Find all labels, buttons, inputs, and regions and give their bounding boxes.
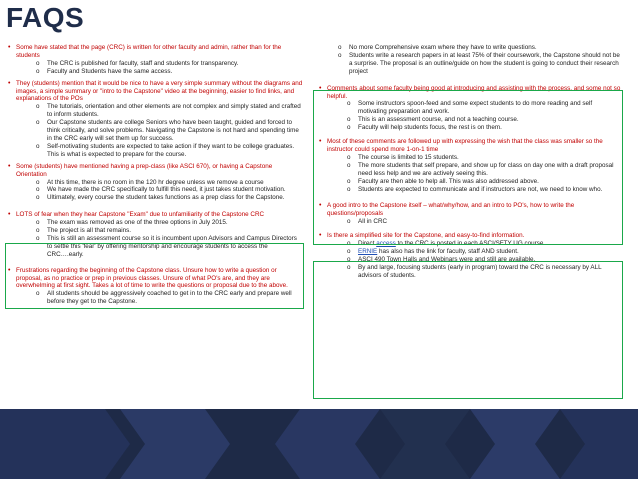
faq-answer: o The project is all that remains. bbox=[36, 227, 131, 235]
bullet-icon: • bbox=[8, 162, 11, 170]
circle-bullet-icon: o bbox=[347, 161, 351, 169]
faq-answer: o This is an assessment course, and not a teaching course. bbox=[347, 116, 519, 124]
highlight-box bbox=[313, 90, 623, 248]
bullet-icon: • bbox=[8, 79, 11, 87]
faq-answer: o Faculty are then able to help all. This was also addressed above. bbox=[347, 177, 539, 185]
faq-answer: o Our Capstone students are college Seniors who have been taught, guided and forced to think critically, and solve problems. Navigating the Capstone is not hard and spending time in the CRC early will set them up for success. bbox=[36, 119, 299, 142]
faq-answer: o Some instructors spoon-feed and some expect students to do more reading and self motivating preparation and work. bbox=[347, 100, 593, 116]
faq-question: They (students) mention that it would be nice to have a very simple summary without the diagrams and images, a simple summary or "intro to the Capstone" video at the beginning, easier to find links, and explanations of the POs bbox=[16, 79, 303, 103]
bullet-icon: • bbox=[319, 138, 322, 146]
faq-answer: o No more Comprehensive exam where they have to write questions. bbox=[338, 44, 537, 51]
circle-bullet-icon: o bbox=[36, 234, 40, 242]
faq-answer: o The more students that self prepare, and show up for class on day one with a draft proposal need less help and we are actively seeing this. bbox=[347, 161, 614, 177]
faq-answer: o Students are expected to communicate and if instructors are not, we need to know who. bbox=[347, 185, 603, 193]
circle-bullet-icon: o bbox=[36, 59, 40, 67]
bullet-icon: • bbox=[319, 202, 322, 210]
circle-bullet-icon: o bbox=[36, 290, 40, 298]
faq-answer: o ERNIE has also has the link for faculty, staff AND student. bbox=[347, 247, 519, 255]
circle-bullet-icon: o bbox=[347, 218, 351, 226]
access-link[interactable]: access bbox=[376, 240, 396, 248]
faq-item-continued bbox=[318, 44, 622, 76]
faq-answer: o ASCI 490 Town Halls and Webinars were and still are available. bbox=[347, 255, 536, 263]
faq-answer: o All students should be aggressively coached to get in to the CRC early and prepare well before they get to the Capstone. bbox=[36, 290, 292, 306]
circle-bullet-icon: o bbox=[338, 51, 342, 59]
faq-item bbox=[7, 163, 303, 203]
faq-answer: o Faculty will help students focus, the rest is on them. bbox=[347, 124, 502, 132]
circle-bullet-icon: o bbox=[36, 178, 40, 186]
ernie-link[interactable]: ERNIE bbox=[358, 247, 378, 255]
faq-answer: o The exam was removed as one of the three options in July 2015. bbox=[36, 219, 228, 227]
highlight-box bbox=[5, 243, 304, 309]
circle-bullet-icon: o bbox=[338, 44, 342, 51]
faq-question: A good intro to the Capstone itself – what/why/how, and an intro to PO's, how to write the questions/proposals bbox=[327, 202, 575, 218]
circle-bullet-icon: o bbox=[347, 153, 351, 161]
highlight-box bbox=[313, 261, 623, 399]
bullet-icon: • bbox=[8, 44, 11, 51]
circle-bullet-icon: o bbox=[36, 186, 40, 194]
faq-answer: o The CRC is published for faculty, staff and students for transparency. bbox=[36, 59, 239, 67]
faq-question: Some (students) have mentioned having a prep-class (like ASCI 670), or having a Capstone Orientation bbox=[16, 162, 273, 178]
faq-answer: o The course is limited to 15 students. bbox=[347, 153, 459, 161]
circle-bullet-icon: o bbox=[347, 255, 351, 263]
faq-question: Comments about some faculty being good at introducing and assisting with the process, and some not so helpful. bbox=[327, 84, 621, 100]
circle-bullet-icon: o bbox=[347, 263, 351, 271]
circle-bullet-icon: o bbox=[347, 247, 351, 255]
circle-bullet-icon: o bbox=[347, 240, 351, 248]
circle-bullet-icon: o bbox=[347, 124, 351, 132]
faq-question: LOTS of fear when they hear Capstone "Exam" due to unfamiliarity of the Capstone CRC bbox=[16, 211, 265, 219]
faq-answer: o At this time, there is no room in the 120 hr degree unless we remove a course bbox=[36, 178, 264, 186]
faq-question: Is there a simplified site for the Capstone, and easy-to-find information. bbox=[327, 232, 525, 240]
circle-bullet-icon: o bbox=[36, 103, 40, 111]
circle-bullet-icon: o bbox=[36, 194, 40, 202]
bullet-icon: • bbox=[319, 232, 322, 240]
circle-bullet-icon: o bbox=[36, 67, 40, 75]
circle-bullet-icon: o bbox=[347, 100, 351, 108]
faq-answer: o We have made the CRC specifically to fulfill this need, it just takes student motivation. bbox=[36, 186, 286, 194]
faq-answer: o By and large, focusing students (early in program) toward the CRC is necessary by ALL advisors of students. bbox=[347, 263, 602, 279]
bullet-icon: • bbox=[319, 84, 322, 92]
faq-question: Most of these comments are followed up with expressing the wish that the class was smaller so the instructor could spend more 1-on-1 time bbox=[327, 138, 603, 153]
faq-question: Frustrations regarding the beginning of the Capstone class. Unsure how to write a question or proposal, as no practice or prep in previous classes. Unsure of what PO's are, and they are overwhelming at first sight. Takes a lot of time to write the questions or proposal due to the above. bbox=[16, 266, 288, 290]
faq-question: Some have stated that the page (CRC) is written for other faculty and admin, rather than for the students bbox=[16, 44, 282, 59]
faq-item bbox=[7, 44, 303, 76]
faq-answer: o This is still an assessment course so it is incumbent upon Advisors and Campus Directors to settle this 'fear' by offering mentorship and encourage students to access the CRC….early. bbox=[36, 234, 297, 258]
circle-bullet-icon: o bbox=[36, 227, 40, 235]
faq-item bbox=[7, 80, 303, 159]
circle-bullet-icon: o bbox=[347, 185, 351, 193]
page-title: FAQS bbox=[6, 2, 85, 33]
bullet-icon: • bbox=[8, 211, 11, 219]
chevron-pattern-icon bbox=[0, 409, 638, 479]
bullet-icon: • bbox=[8, 266, 11, 274]
circle-bullet-icon: o bbox=[36, 119, 40, 127]
faq-answer: o All in CRC bbox=[347, 218, 388, 226]
circle-bullet-icon: o bbox=[347, 116, 351, 124]
faq-answer: o Ultimately, every course the student takes functions as a prep class for the Capstone. bbox=[36, 194, 285, 202]
circle-bullet-icon: o bbox=[36, 219, 40, 227]
faq-answer: o The tutorials, orientation and other elements are not complex and simply stated and crafted to inform students. bbox=[36, 103, 301, 119]
faq-answer: o Direct access to the CRC is posted in each ASCI/SFTY UG course. bbox=[347, 240, 546, 248]
footer-banner bbox=[0, 409, 638, 479]
faq-answer: o Students write a research papers in at least 75% of their coursework, the Capstone should not be a surprise. The proposal is an outline/guide on how the student is going to conduct their research project bbox=[338, 51, 620, 75]
circle-bullet-icon: o bbox=[36, 142, 40, 150]
faq-answer: o Self-motivating students are expected to take action if they want to be college graduates. This is what is expected to prepare for the course. bbox=[36, 142, 295, 158]
answer-prefix: Direct bbox=[358, 240, 375, 248]
faq-answer: o Faculty and Students have the same access. bbox=[36, 67, 173, 75]
circle-bullet-icon: o bbox=[347, 177, 351, 185]
